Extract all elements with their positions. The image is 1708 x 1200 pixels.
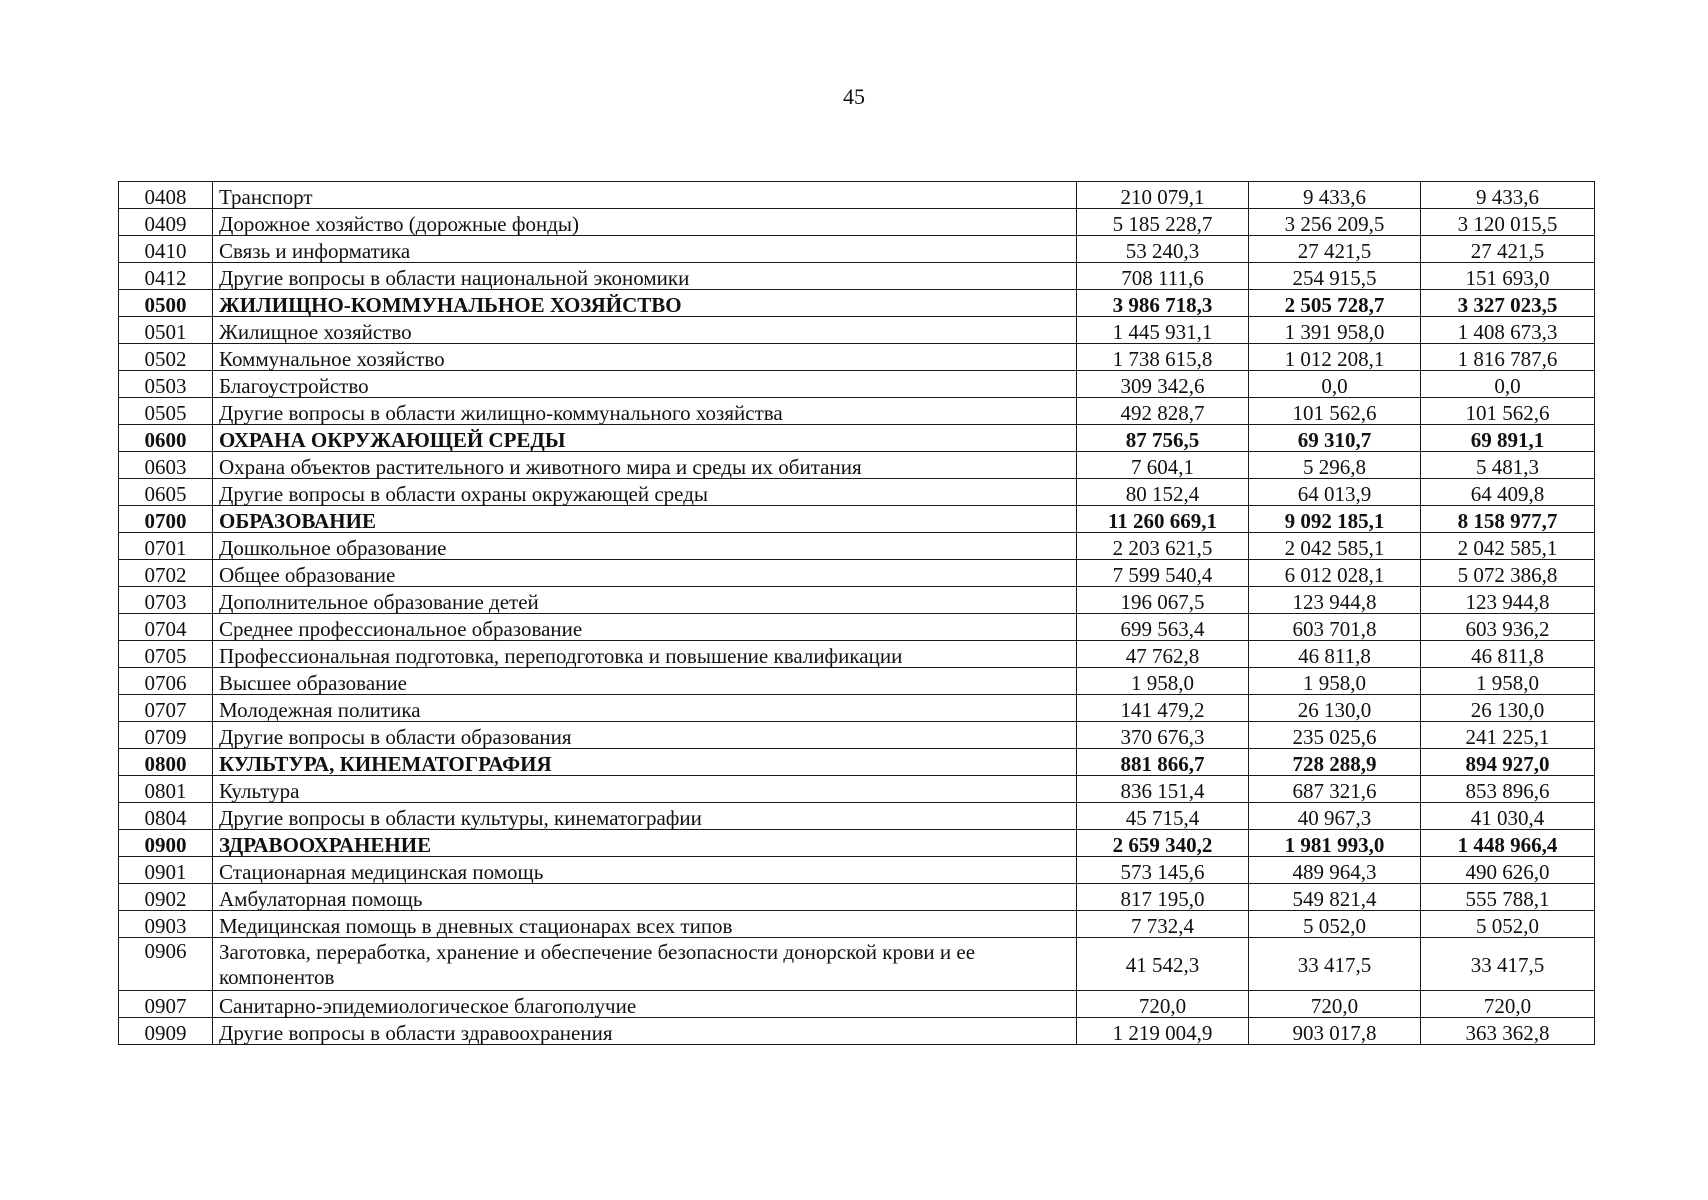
table-row bbox=[119, 533, 1595, 560]
row-value-3-cell: 894 927,0 bbox=[1421, 749, 1595, 776]
row-name-cell: Другие вопросы в области образования bbox=[213, 722, 1077, 749]
row-value-3-cell: 46 811,8 bbox=[1421, 641, 1595, 668]
row-value-1-cell: 2 659 340,2 bbox=[1077, 830, 1249, 857]
row-value-3-cell: 1 816 787,6 bbox=[1421, 344, 1595, 371]
table-row bbox=[119, 803, 1595, 830]
row-value-3-cell: 853 896,6 bbox=[1421, 776, 1595, 803]
row-value-1-cell: 881 866,7 bbox=[1077, 749, 1249, 776]
table-row bbox=[119, 479, 1595, 506]
row-value-1-cell: 80 152,4 bbox=[1077, 479, 1249, 506]
table-row bbox=[119, 182, 1595, 209]
row-value-1-cell: 2 203 621,5 bbox=[1077, 533, 1249, 560]
page-number: 45 bbox=[843, 84, 865, 109]
row-code-cell: 0700 bbox=[119, 506, 213, 533]
row-name-cell: Другие вопросы в области здравоохранения bbox=[213, 1018, 1077, 1045]
row-code-cell: 0901 bbox=[119, 857, 213, 884]
row-value-3-cell: 5 072 386,8 bbox=[1421, 560, 1595, 587]
table-row bbox=[119, 1018, 1595, 1045]
row-value-2-cell: 26 130,0 bbox=[1249, 695, 1421, 722]
table-row bbox=[119, 560, 1595, 587]
row-name-cell: Среднее профессиональное образование bbox=[213, 614, 1077, 641]
row-name-cell: Дополнительное образование детей bbox=[213, 587, 1077, 614]
row-code-cell: 0412 bbox=[119, 263, 213, 290]
row-name-cell: Другие вопросы в области национальной экономики bbox=[213, 263, 1077, 290]
row-code-cell: 0603 bbox=[119, 452, 213, 479]
row-value-1-cell: 47 762,8 bbox=[1077, 641, 1249, 668]
row-value-3-cell: 151 693,0 bbox=[1421, 263, 1595, 290]
row-name-cell: Высшее образование bbox=[213, 668, 1077, 695]
table-row bbox=[119, 911, 1595, 938]
row-name-cell: Другие вопросы в области охраны окружающей среды bbox=[213, 479, 1077, 506]
row-value-2-cell: 9 092 185,1 bbox=[1249, 506, 1421, 533]
row-code-cell: 0705 bbox=[119, 641, 213, 668]
row-value-3-cell: 1 958,0 bbox=[1421, 668, 1595, 695]
row-code-cell: 0909 bbox=[119, 1018, 213, 1045]
row-code-cell: 0502 bbox=[119, 344, 213, 371]
row-value-2-cell: 720,0 bbox=[1249, 991, 1421, 1018]
row-value-3-cell: 64 409,8 bbox=[1421, 479, 1595, 506]
table-row bbox=[119, 209, 1595, 236]
row-value-2-cell: 5 052,0 bbox=[1249, 911, 1421, 938]
row-value-1-cell: 1 958,0 bbox=[1077, 668, 1249, 695]
row-value-3-cell: 5 481,3 bbox=[1421, 452, 1595, 479]
row-value-1-cell: 45 715,4 bbox=[1077, 803, 1249, 830]
row-value-1-cell: 370 676,3 bbox=[1077, 722, 1249, 749]
row-value-1-cell: 7 732,4 bbox=[1077, 911, 1249, 938]
row-value-1-cell: 817 195,0 bbox=[1077, 884, 1249, 911]
row-name-cell: Дорожное хозяйство (дорожные фонды) bbox=[213, 209, 1077, 236]
row-value-1-cell: 11 260 669,1 bbox=[1077, 506, 1249, 533]
table-row bbox=[119, 425, 1595, 452]
table-row bbox=[119, 668, 1595, 695]
row-name-cell: Санитарно-эпидемиологическое благополучие bbox=[213, 991, 1077, 1018]
row-value-3-cell: 0,0 bbox=[1421, 371, 1595, 398]
row-name-cell: ЖИЛИЩНО-КОММУНАЛЬНОЕ ХОЗЯЙСТВО bbox=[213, 290, 1077, 317]
table-row bbox=[119, 317, 1595, 344]
row-value-1-cell: 708 111,6 bbox=[1077, 263, 1249, 290]
table-row bbox=[119, 695, 1595, 722]
table-row bbox=[119, 290, 1595, 317]
table-row bbox=[119, 830, 1595, 857]
row-value-2-cell: 27 421,5 bbox=[1249, 236, 1421, 263]
table-row bbox=[119, 641, 1595, 668]
row-value-1-cell: 141 479,2 bbox=[1077, 695, 1249, 722]
row-value-1-cell: 87 756,5 bbox=[1077, 425, 1249, 452]
row-value-1-cell: 573 145,6 bbox=[1077, 857, 1249, 884]
row-value-2-cell: 2 505 728,7 bbox=[1249, 290, 1421, 317]
row-code-cell: 0500 bbox=[119, 290, 213, 317]
row-value-3-cell: 69 891,1 bbox=[1421, 425, 1595, 452]
row-value-3-cell: 33 417,5 bbox=[1421, 938, 1595, 991]
row-value-2-cell: 64 013,9 bbox=[1249, 479, 1421, 506]
table-row bbox=[119, 398, 1595, 425]
row-code-cell: 0409 bbox=[119, 209, 213, 236]
row-code-cell: 0906 bbox=[119, 938, 213, 991]
row-value-3-cell: 101 562,6 bbox=[1421, 398, 1595, 425]
row-value-2-cell: 1 981 993,0 bbox=[1249, 830, 1421, 857]
row-value-2-cell: 489 964,3 bbox=[1249, 857, 1421, 884]
table-row bbox=[119, 776, 1595, 803]
row-value-2-cell: 254 915,5 bbox=[1249, 263, 1421, 290]
row-value-2-cell: 101 562,6 bbox=[1249, 398, 1421, 425]
row-value-3-cell: 3 120 015,5 bbox=[1421, 209, 1595, 236]
row-value-2-cell: 1 012 208,1 bbox=[1249, 344, 1421, 371]
row-name-cell: ЗДРАВООХРАНЕНИЕ bbox=[213, 830, 1077, 857]
row-value-1-cell: 1 445 931,1 bbox=[1077, 317, 1249, 344]
table-row bbox=[119, 991, 1595, 1018]
row-value-1-cell: 1 738 615,8 bbox=[1077, 344, 1249, 371]
row-code-cell: 0408 bbox=[119, 182, 213, 209]
row-name-cell: ОБРАЗОВАНИЕ bbox=[213, 506, 1077, 533]
row-value-3-cell: 603 936,2 bbox=[1421, 614, 1595, 641]
row-value-2-cell: 46 811,8 bbox=[1249, 641, 1421, 668]
table-row bbox=[119, 506, 1595, 533]
row-code-cell: 0800 bbox=[119, 749, 213, 776]
row-name-cell: Связь и информатика bbox=[213, 236, 1077, 263]
row-value-2-cell: 33 417,5 bbox=[1249, 938, 1421, 991]
row-name-cell: Профессиональная подготовка, переподготовка и повышение квалификации bbox=[213, 641, 1077, 668]
row-name-cell: Благоустройство bbox=[213, 371, 1077, 398]
row-value-1-cell: 53 240,3 bbox=[1077, 236, 1249, 263]
row-name-cell: Другие вопросы в области жилищно-коммунального хозяйства bbox=[213, 398, 1077, 425]
row-value-1-cell: 7 599 540,4 bbox=[1077, 560, 1249, 587]
row-name-cell: КУЛЬТУРА, КИНЕМАТОГРАФИЯ bbox=[213, 749, 1077, 776]
row-value-1-cell: 7 604,1 bbox=[1077, 452, 1249, 479]
row-code-cell: 0600 bbox=[119, 425, 213, 452]
row-value-1-cell: 3 986 718,3 bbox=[1077, 290, 1249, 317]
row-name-cell: Медицинская помощь в дневных стационарах всех типов bbox=[213, 911, 1077, 938]
row-value-2-cell: 903 017,8 bbox=[1249, 1018, 1421, 1045]
table-row bbox=[119, 344, 1595, 371]
budget-table-container bbox=[118, 181, 1594, 1045]
row-value-2-cell: 0,0 bbox=[1249, 371, 1421, 398]
row-code-cell: 0707 bbox=[119, 695, 213, 722]
row-value-1-cell: 492 828,7 bbox=[1077, 398, 1249, 425]
row-value-1-cell: 41 542,3 bbox=[1077, 938, 1249, 991]
row-code-cell: 0709 bbox=[119, 722, 213, 749]
row-value-2-cell: 9 433,6 bbox=[1249, 182, 1421, 209]
row-name-cell: Общее образование bbox=[213, 560, 1077, 587]
row-code-cell: 0704 bbox=[119, 614, 213, 641]
row-name-cell: Дошкольное образование bbox=[213, 533, 1077, 560]
row-value-2-cell: 603 701,8 bbox=[1249, 614, 1421, 641]
row-name-cell: Жилищное хозяйство bbox=[213, 317, 1077, 344]
row-code-cell: 0907 bbox=[119, 991, 213, 1018]
row-value-2-cell: 69 310,7 bbox=[1249, 425, 1421, 452]
table-row bbox=[119, 614, 1595, 641]
row-value-3-cell: 5 052,0 bbox=[1421, 911, 1595, 938]
table-row bbox=[119, 857, 1595, 884]
row-code-cell: 0505 bbox=[119, 398, 213, 425]
row-value-1-cell: 720,0 bbox=[1077, 991, 1249, 1018]
row-value-2-cell: 123 944,8 bbox=[1249, 587, 1421, 614]
row-value-1-cell: 210 079,1 bbox=[1077, 182, 1249, 209]
row-code-cell: 0900 bbox=[119, 830, 213, 857]
row-value-3-cell: 1 408 673,3 bbox=[1421, 317, 1595, 344]
row-code-cell: 0902 bbox=[119, 884, 213, 911]
row-name-cell: Коммунальное хозяйство bbox=[213, 344, 1077, 371]
table-row bbox=[119, 236, 1595, 263]
row-code-cell: 0701 bbox=[119, 533, 213, 560]
row-value-3-cell: 123 944,8 bbox=[1421, 587, 1595, 614]
row-name-cell: Охрана объектов растительного и животного мира и среды их обитания bbox=[213, 452, 1077, 479]
row-value-2-cell: 1 391 958,0 bbox=[1249, 317, 1421, 344]
row-value-3-cell: 241 225,1 bbox=[1421, 722, 1595, 749]
row-value-3-cell: 27 421,5 bbox=[1421, 236, 1595, 263]
row-value-3-cell: 3 327 023,5 bbox=[1421, 290, 1595, 317]
row-code-cell: 0605 bbox=[119, 479, 213, 506]
row-value-1-cell: 196 067,5 bbox=[1077, 587, 1249, 614]
row-value-2-cell: 687 321,6 bbox=[1249, 776, 1421, 803]
table-body bbox=[119, 182, 1595, 1045]
row-value-2-cell: 1 958,0 bbox=[1249, 668, 1421, 695]
table-row bbox=[119, 263, 1595, 290]
row-code-cell: 0903 bbox=[119, 911, 213, 938]
row-value-3-cell: 363 362,8 bbox=[1421, 1018, 1595, 1045]
row-value-3-cell: 555 788,1 bbox=[1421, 884, 1595, 911]
row-name-cell: Заготовка, переработка, хранение и обеспечение безопасности донорской крови и ее компонентов bbox=[213, 938, 1077, 991]
row-value-3-cell: 720,0 bbox=[1421, 991, 1595, 1018]
row-value-2-cell: 235 025,6 bbox=[1249, 722, 1421, 749]
row-name-cell: Амбулаторная помощь bbox=[213, 884, 1077, 911]
row-value-1-cell: 836 151,4 bbox=[1077, 776, 1249, 803]
row-code-cell: 0702 bbox=[119, 560, 213, 587]
row-value-3-cell: 26 130,0 bbox=[1421, 695, 1595, 722]
row-value-1-cell: 1 219 004,9 bbox=[1077, 1018, 1249, 1045]
row-value-3-cell: 1 448 966,4 bbox=[1421, 830, 1595, 857]
row-value-2-cell: 40 967,3 bbox=[1249, 803, 1421, 830]
row-code-cell: 0503 bbox=[119, 371, 213, 398]
row-value-2-cell: 6 012 028,1 bbox=[1249, 560, 1421, 587]
row-code-cell: 0410 bbox=[119, 236, 213, 263]
row-name-cell: Транспорт bbox=[213, 182, 1077, 209]
table-row bbox=[119, 938, 1595, 991]
row-value-3-cell: 490 626,0 bbox=[1421, 857, 1595, 884]
row-value-2-cell: 728 288,9 bbox=[1249, 749, 1421, 776]
row-value-1-cell: 699 563,4 bbox=[1077, 614, 1249, 641]
row-name-cell: ОХРАНА ОКРУЖАЮЩЕЙ СРЕДЫ bbox=[213, 425, 1077, 452]
row-value-2-cell: 5 296,8 bbox=[1249, 452, 1421, 479]
row-code-cell: 0801 bbox=[119, 776, 213, 803]
row-code-cell: 0804 bbox=[119, 803, 213, 830]
table-row bbox=[119, 749, 1595, 776]
row-value-3-cell: 41 030,4 bbox=[1421, 803, 1595, 830]
row-value-3-cell: 9 433,6 bbox=[1421, 182, 1595, 209]
row-name-cell: Молодежная политика bbox=[213, 695, 1077, 722]
table-row bbox=[119, 884, 1595, 911]
row-value-2-cell: 549 821,4 bbox=[1249, 884, 1421, 911]
row-name-cell: Стационарная медицинская помощь bbox=[213, 857, 1077, 884]
row-value-1-cell: 5 185 228,7 bbox=[1077, 209, 1249, 236]
row-code-cell: 0706 bbox=[119, 668, 213, 695]
table-row bbox=[119, 722, 1595, 749]
row-code-cell: 0703 bbox=[119, 587, 213, 614]
row-value-2-cell: 2 042 585,1 bbox=[1249, 533, 1421, 560]
row-value-2-cell: 3 256 209,5 bbox=[1249, 209, 1421, 236]
row-name-cell: Другие вопросы в области культуры, кинематографии bbox=[213, 803, 1077, 830]
table-row bbox=[119, 452, 1595, 479]
row-value-3-cell: 2 042 585,1 bbox=[1421, 533, 1595, 560]
row-value-1-cell: 309 342,6 bbox=[1077, 371, 1249, 398]
row-name-cell: Культура bbox=[213, 776, 1077, 803]
table-row bbox=[119, 371, 1595, 398]
table-row bbox=[119, 587, 1595, 614]
budget-table bbox=[118, 181, 1595, 1045]
row-code-cell: 0501 bbox=[119, 317, 213, 344]
row-value-3-cell: 8 158 977,7 bbox=[1421, 506, 1595, 533]
